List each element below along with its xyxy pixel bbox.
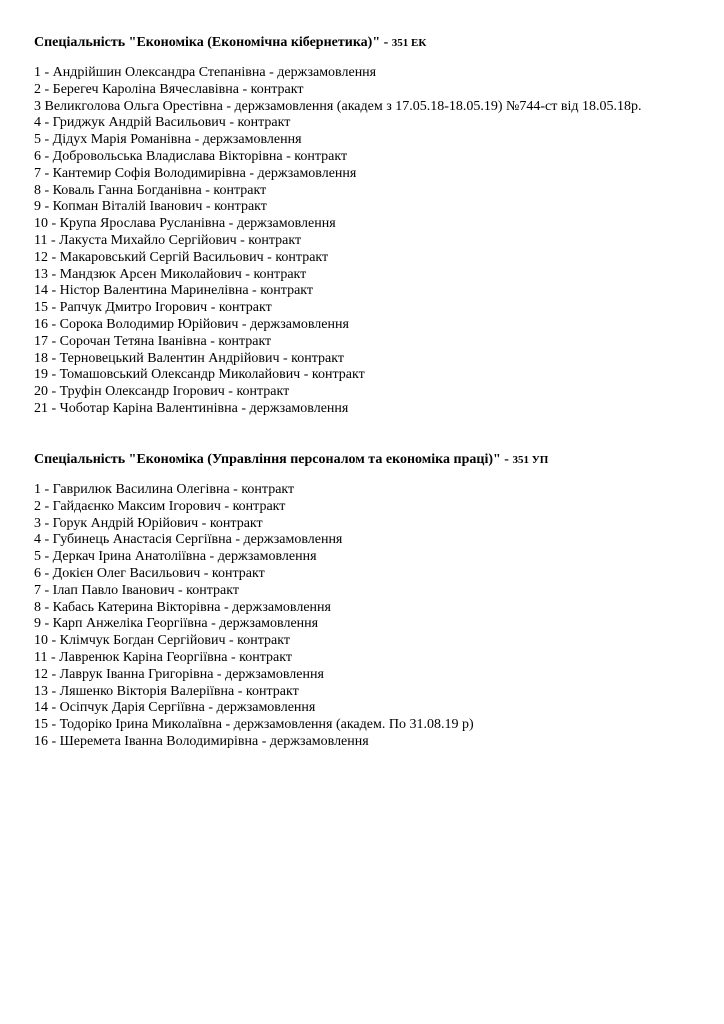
list-item: 11 - Лавренюк Каріна Георгіївна - контракт <box>34 649 292 665</box>
list-item: 1 - Гаврилюк Василина Олегівна - контракт <box>34 482 295 497</box>
list-item: 12 - Макаровський Сергій Васильович - контракт <box>34 249 329 265</box>
section-title: Спеціальність "Економіка (Економічна кібернетика)" - <box>34 35 392 50</box>
list-item: 9 - Карп Анжеліка Георгіївна - держзамовлення <box>34 616 319 632</box>
list-item: 2 - Гайдаєнко Максим Ігорович - контракт <box>34 498 286 514</box>
section-heading <box>34 450 704 470</box>
section-code: 351 УП <box>512 454 549 466</box>
list-item: 21 - Чоботар Каріна Валентинівна - держзамовлення <box>34 400 349 416</box>
specialty-section-up <box>34 450 704 751</box>
list-item: 7 - Ілап Павло Іванович - контракт <box>34 582 239 598</box>
list-item: 14 - Осіпчук Дарія Сергіївна - держзамовлення <box>34 700 316 716</box>
list-item: 8 - Коваль Ганна Богданівна - контракт <box>34 182 267 198</box>
list-item: 4 - Гриджук Андрій Васильович - контракт <box>34 115 291 131</box>
list-item: 5 - Деркач Ірина Анатоліївна - держзамовлення <box>34 549 317 565</box>
list-item: 15 - Рапчук Дмитро Ігорович - контракт <box>34 300 272 316</box>
section-heading <box>34 33 704 53</box>
section-code: 351 ЕК <box>391 37 427 49</box>
list-item: 19 - Томашовський Олександр Миколайович - контракт <box>34 367 365 383</box>
specialty-section-ek <box>34 33 704 418</box>
list-item: 16 - Шеремета Іванна Володимирівна - держзамовлення <box>34 733 369 749</box>
student-list <box>34 65 704 418</box>
list-item: 16 - Сорока Володимир Юрійович - держзамовлення <box>34 316 349 332</box>
list-item: 3 - Горук Андрій Юрійович - контракт <box>34 515 263 531</box>
section-title: Спеціальність "Економіка (Управління персоналом та економіка праці)" - <box>34 452 513 467</box>
list-item: 10 - Клімчук Богдан Сергійович - контракт <box>34 633 290 649</box>
list-item: 12 - Лаврук Іванна Григорівна - держзамовлення <box>34 666 324 682</box>
list-item: 1 - Андрійшин Олександра Степанівна - держзамовлення <box>34 65 377 80</box>
list-item: 13 - Ляшенко Вікторія Валеріївна - контракт <box>34 683 299 699</box>
list-item: 8 - Кабась Катерина Вікторівна - держзамовлення <box>34 599 331 615</box>
list-item: 14 - Ністор Валентина Маринелівна - контракт <box>34 283 314 299</box>
list-item: 17 - Сорочан Тетяна Іванівна - контракт <box>34 333 272 349</box>
list-item: 10 - Крупа Ярослава Русланівна - держзамовлення <box>34 216 336 232</box>
list-item: 6 - Докієн Олег Васильович - контракт <box>34 565 265 581</box>
list-item: 9 - Копман Віталій Іванович - контракт <box>34 199 267 215</box>
list-item: 3 Великголова Ольга Орестівна - держзамовлення (академ з 17.05.18-18.05.19) №744-ст від 18.05.18р. <box>34 98 642 114</box>
list-item: 11 - Лакуста Михайло Сергійович - контракт <box>34 232 302 248</box>
list-item: 4 - Губинець Анастасія Сергіївна - держзамовлення <box>34 532 343 548</box>
list-item: 6 - Добровольська Владислава Вікторівна - контракт <box>34 148 348 164</box>
list-item: 18 - Терновецький Валентин Андрійович - контракт <box>34 350 344 366</box>
list-item: 20 - Труфін Олександр Ігорович - контракт <box>34 384 290 400</box>
list-item: 15 - Тодоріко Ірина Миколаївна - держзамовлення (академ. По 31.08.19 р) <box>34 717 474 733</box>
list-item: 7 - Кантемир Софія Володимирівна - держзамовлення <box>34 165 357 181</box>
list-item: 2 - Берегеч Кароліна Вячеславівна - контракт <box>34 81 304 97</box>
list-item: 5 - Дідух Марія Романівна - держзамовлення <box>34 132 302 148</box>
student-list <box>34 482 704 751</box>
list-item: 13 - Мандзюк Арсен Миколайович - контракт <box>34 266 307 282</box>
